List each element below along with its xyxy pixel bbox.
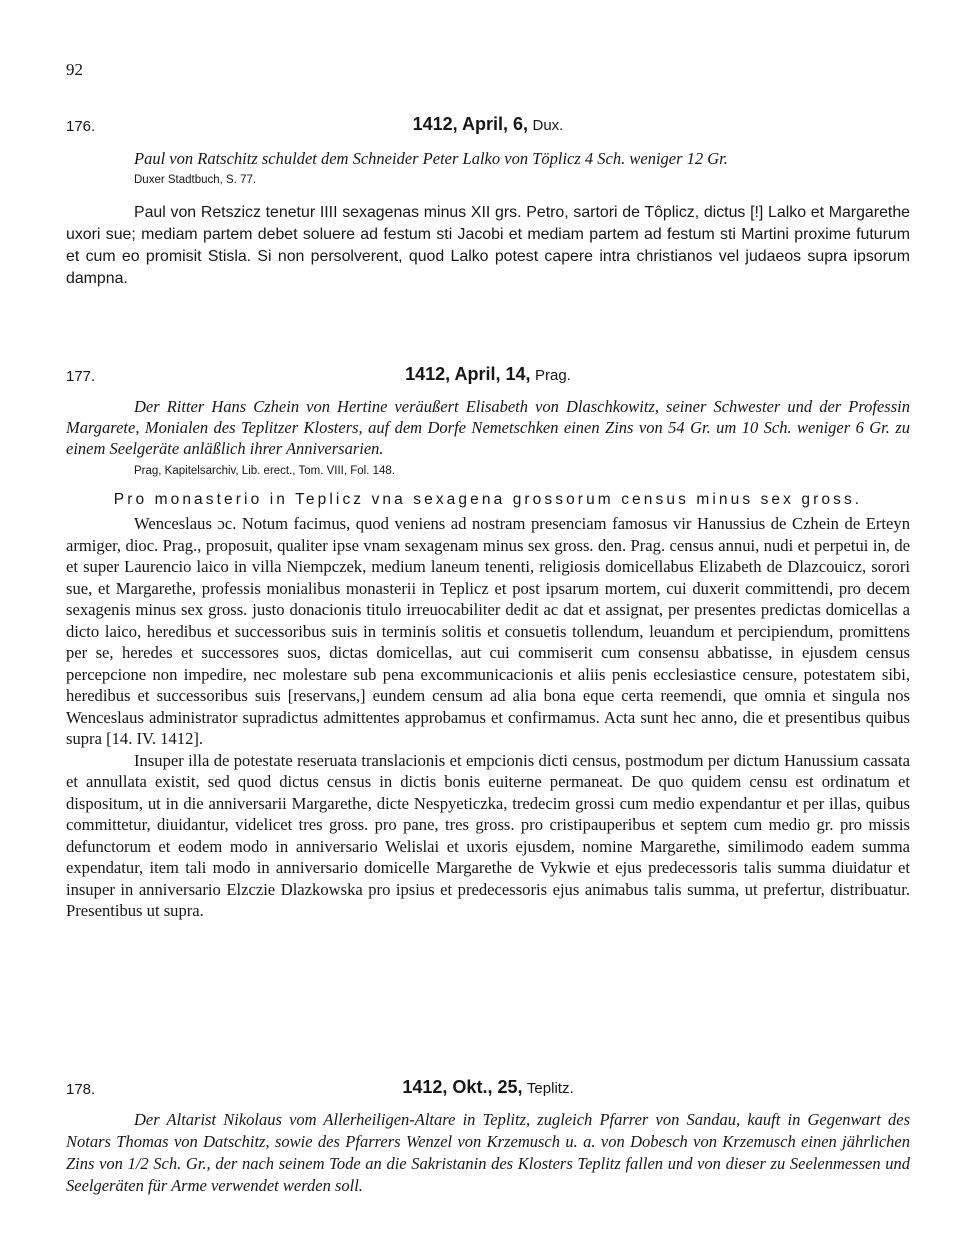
entry-number: 178.: [66, 1081, 96, 1098]
page-number: 92: [66, 60, 83, 79]
entry-header: [66, 364, 910, 390]
entry-date: [66, 364, 910, 385]
entry-paragraph: Insuper illa de potestate reseruata translacionis et empcionis dicti census, postmodum per dictum Hanussium cassata et annullata existit, sed quod dictus census in dictis bonis euiterne permaneat. De quo quidem censu est ordinatum et dispositum, ut in die anniversarii Margarethe, dicte Nespyeticzka, tredecim grossi cum medio expendantur et per illas, quibus committetur, diuidantur, videlicet tres gross. pro pane, tres gross. pro cristipauperibus et septem cum medio gr. pro missis defunctorum et eodem modo in anniversario Welislai et uxoris ejusdem, nomine Margarethe, similimodo eadem summa expendatur, item tali modo in anniversario domicelle Margarethe de Vykwie et ejus predecessoris talis summa diuidatur et insuper in anniversario Elzczie Dlazkowska pro ipsius et predecessoris ejus animabus talis summa, ut prefertur, distribuatur. Presentibus ut supra.: [66, 750, 910, 920]
entry-number: 176.: [66, 118, 96, 135]
entry-176: [66, 114, 910, 290]
entry-178: [66, 1077, 910, 1197]
entry-header: [66, 1077, 910, 1103]
entry-place: Dux.: [532, 117, 564, 134]
entry-source: Duxer Stadtbuch, S. 77.: [134, 174, 257, 186]
entry-date: [66, 1077, 910, 1098]
entry-regest: Der Ritter Hans Czhein von Hertine veräußert Elisabeth von Dlaschkowitz, seiner Schwester und der Professin Margarete, Monialen des Teplitzer Klosters, auf dem Dorfe Nemetschken einen Zins von 54 Gr. um 10 Sch. weniger 6 Gr. zu einem Seelgeräte anläßlich ihrer Anniversarien.: [66, 397, 910, 458]
entry-place: Teplitz.: [526, 1080, 574, 1097]
entry-date-text: 1412, April, 6,: [412, 114, 529, 134]
document-heading: Pro monasterio in Teplicz vna sexagena grossorum census minus sex gross.: [113, 491, 863, 508]
entry-paragraph: Paul von Retszicz tenetur IIII sexagenas minus XII grs. Petro, sartori de Tôplicz, dictus [!] Lalko et Margarethe uxori sue; mediam partem debet soluere ad festum sti Jacobi et mediam partem ad festum sti Martini proxime futurum et cum eo promisit Stisla. Si non persolverent, quod Lalko potest capere intra christianos vel judaeos supra ipsorum dampna.: [66, 204, 910, 287]
entry-date: [66, 114, 910, 135]
entry-source: Prag, Kapitelsarchiv, Lib. erect., Tom. VIII, Fol. 148.: [134, 465, 395, 477]
entry-number: 177.: [66, 368, 96, 385]
entry-date-text: 1412, Okt., 25,: [402, 1077, 523, 1097]
entry-regest: Der Altarist Nikolaus vom Allerheiligen-Altare in Teplitz, zugleich Pfarrer von Sandau, kauft in Gegenwart des Notars Thomas von Datschitz, sowie des Pfarrers Wenzel von Krzemusch u. a. von Dobesch von Krzemusch einen jährlichen Zins von 1/2 Sch. Gr., der nach seinem Tode an die Sakristanin des Klosters Teplitz fallen und von dieser zu Seelenmessen und Seelgeräten für Arme verwendet werden soll.: [66, 1110, 910, 1195]
entry-paragraph: Wenceslaus ɔc. Notum facimus, quod veniens ad nostram presenciam famosus vir Hanussius de Czhein de Erteyn armiger, dioc. Prag., proposuit, qualiter ipse vnam sexagenam minus sex gross. den. Prag. census annui, nudi et perpetui in, de et super Laurencio laico in villa Niempczek, medium laneum tenenti, religiosis domicellabus Elizabeth de Dlazcouicz, sorori sue, et Margarethe, professis monialibus monasterii in Teplicz et post ipsarum mortem, cui duxerit committendi, pro decem sexagenis minus sex gross. justo donacionis titulo irreuocabiliter dedit ac dat et assignat, per presentes predictas domicellas a dicto laico, heredibus et successoribus suis in terminis solitis et consuetis tollendum, leuandum et percipiendum, promittens per se, heredes et successores suos, dictas domicellas, aut cui commiserit cum consensu abbatisse, in ejusdem census percepcione non impedire, nec molestare sub pena excommunicacionis et aliis penis ecclesiastice censure, potestatem sibi, heredibus et successoribus suis [reservans,] eundem censum ad alia bona eque certa reemendi, que omnia et singula nos Wenceslaus administrator supradictus admittentes approbamus et confirmamus. Acta sunt hec anno, die et presentibus quibus supra [14. IV. 1412].: [66, 514, 910, 748]
entry-header: [66, 114, 910, 140]
entry-177: [66, 364, 910, 922]
entry-regest: Paul von Ratschitz schuldet dem Schneider Peter Lalko von Töplicz 4 Sch. weniger 12 Gr.: [134, 149, 728, 168]
entry-date-text: 1412, April, 14,: [405, 364, 531, 384]
entry-place: Prag.: [535, 367, 571, 384]
